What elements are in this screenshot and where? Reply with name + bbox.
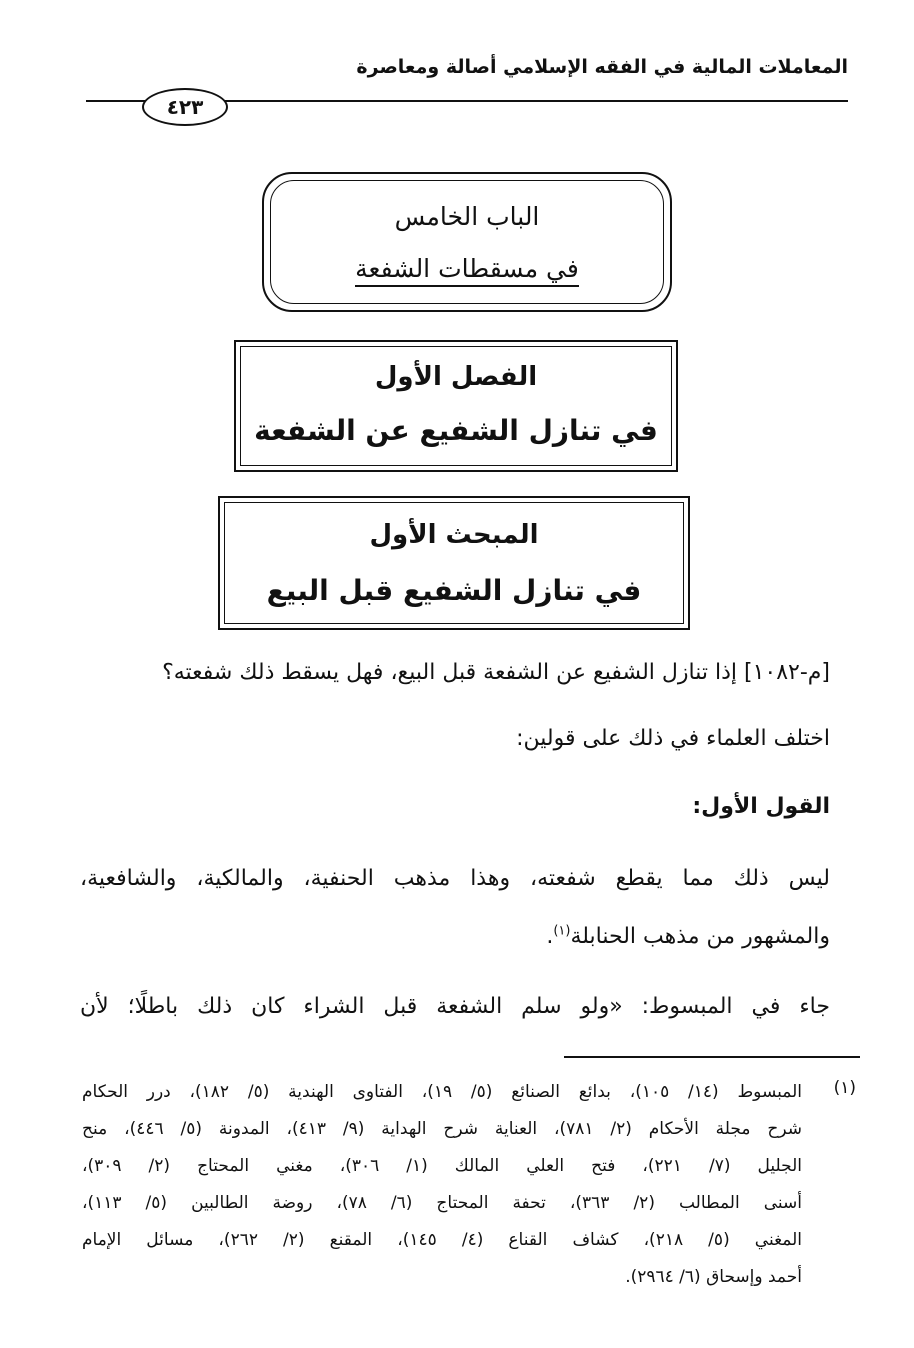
chapter-subtitle: في تنازل الشفيع عن الشفعة xyxy=(254,414,658,447)
quote-paragraph: جاء في المبسوط: «ولو سلم الشفعة قبل الشراء كان ذلك باطلًا؛ لأن xyxy=(80,994,830,1019)
footnote-line: المغني (٥/ ٢١٨)، كشاف القناع (٤/ ١٤٥)، المقنع (٢/ ٢٦٢)، مسائل الإمام xyxy=(82,1230,803,1250)
running-header-title: المعاملات المالية في الفقه الإسلامي أصالة ومعاصرة xyxy=(356,56,848,78)
footnote-lines xyxy=(82,1078,802,1300)
footnote-separator xyxy=(564,1056,860,1058)
first-opinion-heading: القول الأول: xyxy=(692,794,830,819)
footnote-marker: (١) xyxy=(833,1078,856,1098)
footnote-reference[interactable]: (١) xyxy=(553,923,571,939)
footnote-line: شرح مجلة الأحكام (٢/ ٧٨١)، العناية شرح الهداية (٩/ ٤١٣)، المدونة (٥/ ٤٤٦)، منح xyxy=(82,1119,802,1139)
first-opinion-line-2-text: والمشهور من مذهب الحنابلة xyxy=(570,924,830,949)
intro-paragraph: اختلف العلماء في ذلك على قولين: xyxy=(516,726,830,751)
part-subtitle-text: في مسقطات الشفعة xyxy=(355,254,579,287)
sentence-period: . xyxy=(546,924,554,949)
issue-number: [م-١٠٨٢] xyxy=(743,660,830,685)
part-subtitle xyxy=(262,254,672,283)
footnote-line: المبسوط (١٤/ ١٠٥)، بدائع الصنائع (٥/ ١٩)، الفتاوى الهندية (٥/ ١٨٢)، درر الحكام xyxy=(82,1082,802,1102)
part-title-text: الباب الخامس xyxy=(394,202,540,231)
part-title xyxy=(262,202,672,231)
chapter-title: الفصل الأول xyxy=(374,362,538,392)
page-number: ٤٢٣ xyxy=(142,88,228,126)
issue-paragraph xyxy=(80,660,830,685)
first-opinion-line-1: ليس ذلك مما يقطع شفعته، وهذا مذهب الحنفية، والمالكية، والشافعية، xyxy=(80,866,830,891)
section-title-box xyxy=(218,496,690,630)
chapter-title-box xyxy=(234,340,678,472)
footnote-line: أحمد وإسحاق (٦/ ٢٩٦٤). xyxy=(625,1267,802,1287)
issue-text: إذا تنازل الشفيع عن الشفعة قبل البيع، فهل يسقط ذلك شفعته؟ xyxy=(162,660,737,685)
footnote-line: أسنى المطالب (٢/ ٣٦٣)، تحفة المحتاج (٦/ ٧٨)، روضة الطالبين (٥/ ١١٣)، xyxy=(82,1193,802,1213)
section-title: المبحث الأول xyxy=(369,520,539,550)
section-subtitle: في تنازل الشفيع قبل البيع xyxy=(266,574,642,607)
first-opinion-line-2 xyxy=(80,924,830,949)
footnote-line: الجليل (٧/ ٢٢١)، فتح العلي المالك (١/ ٣٠٦)، مغني المحتاج (٢/ ٣٠٩)، xyxy=(82,1156,802,1176)
part-title-box xyxy=(262,172,672,312)
